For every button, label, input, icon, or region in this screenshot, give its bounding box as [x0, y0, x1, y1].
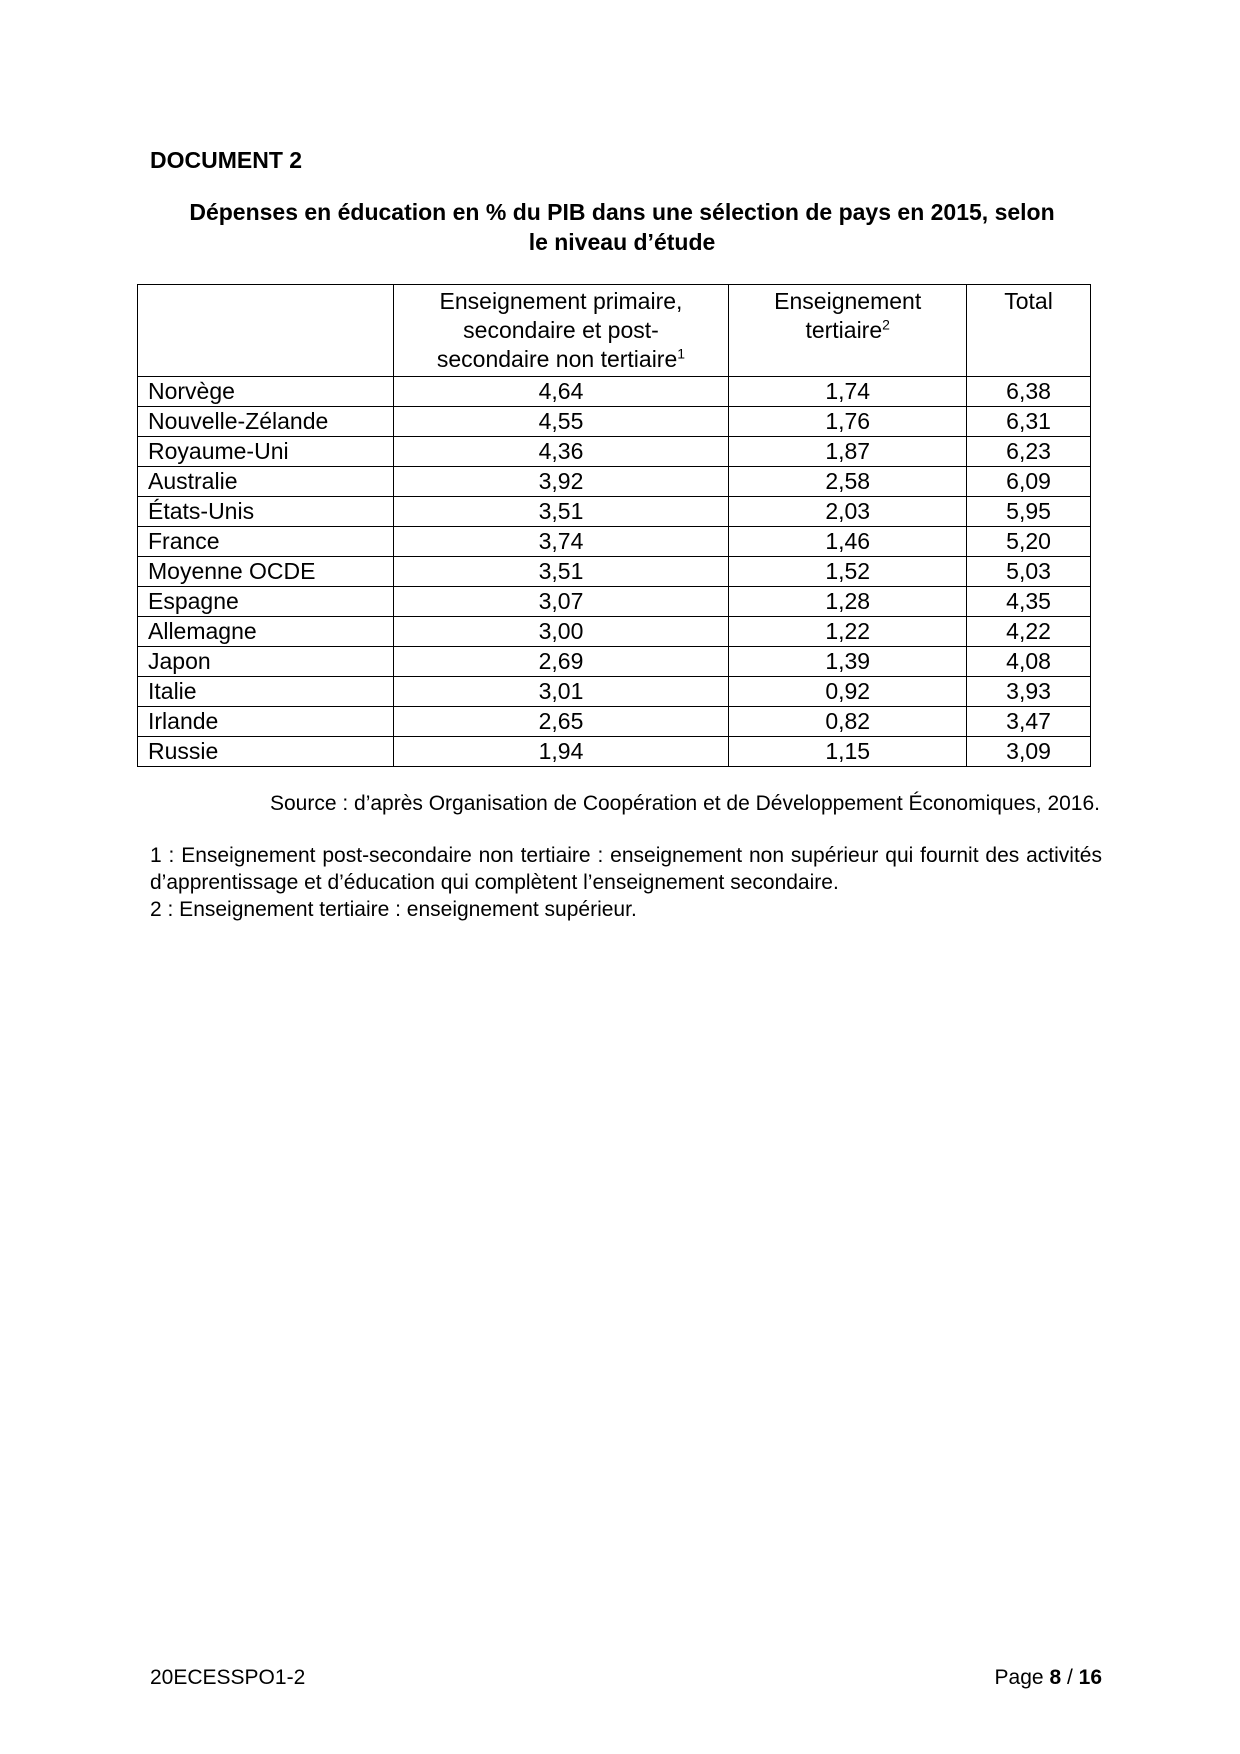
cell-country: Nouvelle-Zélande [138, 407, 394, 437]
cell-tertiary: 1,52 [729, 557, 967, 587]
table-row [138, 617, 1091, 647]
header-tertiary-line2-wrap [739, 316, 956, 345]
cell-total: 5,03 [967, 557, 1091, 587]
cell-primary-secondary: 3,51 [393, 557, 729, 587]
cell-primary-secondary: 4,64 [393, 377, 729, 407]
cell-country: Royaume-Uni [138, 437, 394, 467]
cell-primary-secondary: 3,92 [393, 467, 729, 497]
cell-total: 5,95 [967, 497, 1091, 527]
cell-primary-secondary: 3,51 [393, 497, 729, 527]
table-row [138, 647, 1091, 677]
cell-total: 4,22 [967, 617, 1091, 647]
cell-primary-secondary: 2,69 [393, 647, 729, 677]
page-separator: / [1061, 1666, 1079, 1689]
footnote-2: 2 : Enseignement tertiaire : enseignement supérieur. [150, 898, 637, 921]
header-tertiary-line1: Enseignement [774, 288, 922, 314]
cell-country: Japon [138, 647, 394, 677]
source-note: Source : d’après Organisation de Coopération et de Développement Économiques, 2016. [269, 792, 1100, 815]
cell-tertiary: 2,58 [729, 467, 967, 497]
cell-total: 4,35 [967, 587, 1091, 617]
cell-country: France [138, 527, 394, 557]
cell-primary-secondary: 4,55 [393, 407, 729, 437]
document-title-line1: Dépenses en éducation en % du PIB dans une sélection de pays en 2015, selon [189, 199, 1055, 225]
education-spending-table [137, 284, 1091, 767]
table-row [138, 557, 1091, 587]
header-primary-secondary-line2: secondaire et post- [463, 317, 659, 343]
cell-primary-secondary: 3,74 [393, 527, 729, 557]
table-body [138, 377, 1091, 767]
table-row [138, 737, 1091, 767]
cell-total: 6,38 [967, 377, 1091, 407]
table-row [138, 437, 1091, 467]
footnote-1: 1 : Enseignement post-secondaire non tertiaire : enseignement non supérieur qui fournit des activités d’apprentissage et d’éducation qui complètent l’enseignement secondaire. [150, 844, 1102, 894]
footnotes [150, 842, 1102, 923]
cell-tertiary: 1,46 [729, 527, 967, 557]
table-row [138, 707, 1091, 737]
cell-country: Russie [138, 737, 394, 767]
cell-tertiary: 1,39 [729, 647, 967, 677]
cell-total: 4,08 [967, 647, 1091, 677]
cell-primary-secondary: 3,07 [393, 587, 729, 617]
table-row [138, 377, 1091, 407]
header-primary-secondary [393, 285, 729, 377]
cell-country: Espagne [138, 587, 394, 617]
footnote-mark-2: 2 [882, 316, 890, 333]
header-tertiary [729, 285, 967, 377]
header-primary-secondary-line1: Enseignement primaire, [439, 288, 683, 314]
cell-total: 3,93 [967, 677, 1091, 707]
cell-total: 6,09 [967, 467, 1091, 497]
header-total: Total [967, 285, 1091, 377]
cell-country: Allemagne [138, 617, 394, 647]
cell-tertiary: 1,87 [729, 437, 967, 467]
header-country [138, 285, 394, 377]
cell-total: 3,09 [967, 737, 1091, 767]
cell-tertiary: 0,92 [729, 677, 967, 707]
cell-country: Moyenne OCDE [138, 557, 394, 587]
cell-primary-secondary: 3,00 [393, 617, 729, 647]
cell-tertiary: 1,28 [729, 587, 967, 617]
footer-exam-code: 20ECESSPO1-2 [150, 1666, 306, 1689]
cell-country: Norvège [138, 377, 394, 407]
cell-tertiary: 1,76 [729, 407, 967, 437]
cell-tertiary: 1,74 [729, 377, 967, 407]
footnote-mark-1: 1 [677, 345, 686, 362]
cell-tertiary: 1,22 [729, 617, 967, 647]
footer-page-number [995, 1666, 1102, 1690]
document-label: DOCUMENT 2 [150, 147, 303, 173]
cell-primary-secondary: 3,01 [393, 677, 729, 707]
page-prefix: Page [994, 1666, 1050, 1689]
header-primary-secondary-line3: secondaire non tertiaire [436, 346, 678, 372]
cell-country: Italie [138, 677, 394, 707]
table-row [138, 497, 1091, 527]
document-title [140, 197, 1104, 257]
document-title-line2: le niveau d’étude [528, 229, 716, 255]
cell-primary-secondary: 4,36 [393, 437, 729, 467]
page-total: 16 [1078, 1666, 1102, 1689]
table-row [138, 587, 1091, 617]
cell-primary-secondary: 2,65 [393, 707, 729, 737]
cell-total: 5,20 [967, 527, 1091, 557]
table-header-row [138, 285, 1091, 377]
cell-country: Irlande [138, 707, 394, 737]
cell-country: Australie [138, 467, 394, 497]
table-row [138, 407, 1091, 437]
page-current: 8 [1049, 1666, 1062, 1689]
cell-tertiary: 0,82 [729, 707, 967, 737]
cell-country: États-Unis [138, 497, 394, 527]
cell-primary-secondary: 1,94 [393, 737, 729, 767]
table-row [138, 677, 1091, 707]
cell-tertiary: 2,03 [729, 497, 967, 527]
cell-tertiary: 1,15 [729, 737, 967, 767]
header-tertiary-line2: tertiaire [805, 317, 883, 343]
header-primary-secondary-line3-wrap [404, 345, 719, 374]
table-row [138, 467, 1091, 497]
table-row [138, 527, 1091, 557]
cell-total: 3,47 [967, 707, 1091, 737]
cell-total: 6,23 [967, 437, 1091, 467]
cell-total: 6,31 [967, 407, 1091, 437]
